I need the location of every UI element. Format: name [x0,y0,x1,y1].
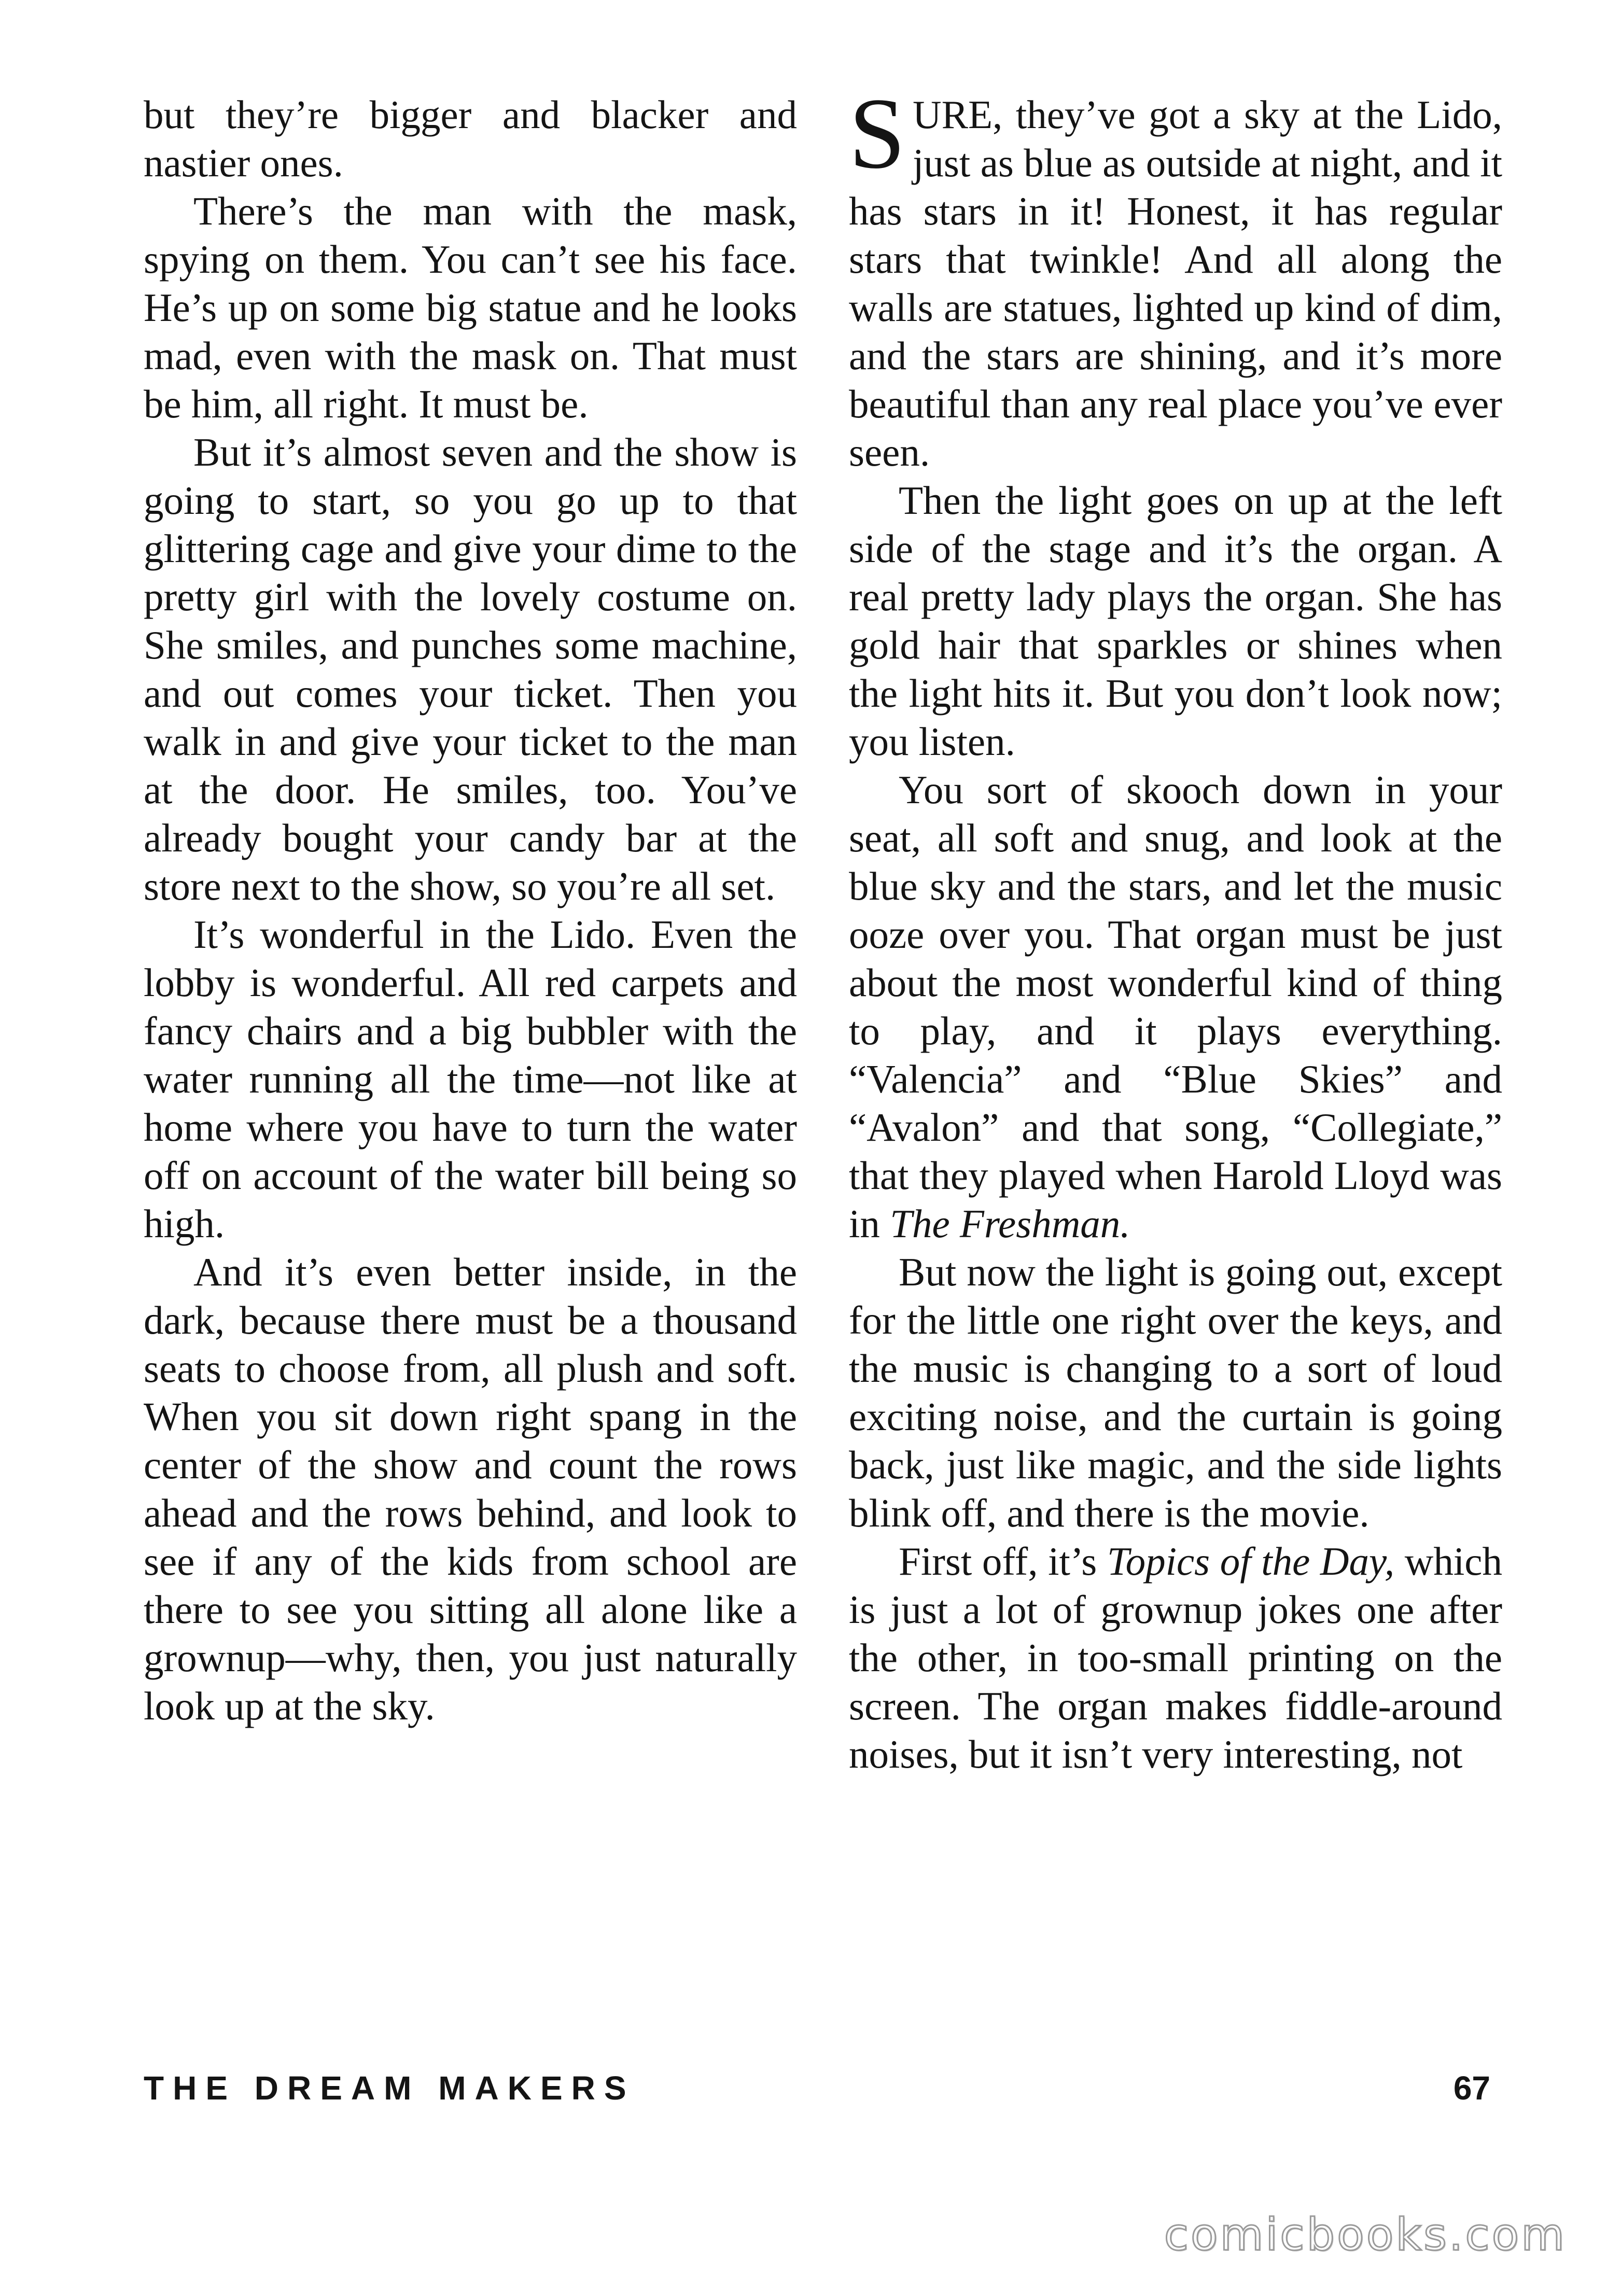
paragraph-text: which is just a lot of grownup jokes one after the other, in too-small printing on the screen. The organ makes fiddle-around noises, but it isn’t very interesting, not [849,1539,1502,1776]
page-number: 67 [1453,2069,1490,2107]
paragraph: but they’re bigger and blacker and nastier ones. [144,92,797,185]
drop-cap: S [849,77,906,190]
italic-title: Topics of the Day, [1107,1539,1395,1584]
paragraph: It’s wonderful in the Lido. Even the lobby is wonderful. All red carpets and fancy chairs and a big bubbler with the water running all the time—not like at home where you have to turn the water off on account of the water bill being so high. [144,912,797,1246]
watermark: comicbooks.com [1164,2209,1567,2261]
paragraph-text: First off, it’s [899,1539,1107,1584]
italic-title: The Freshman. [890,1201,1130,1246]
paragraph: You sort of skooch down in your seat, all soft and snug, and look at the blue sky and the stars, and let the music ooze over you. That organ must be just about the most wonderful kind of thing to play, and it plays everything. “Valencia” and “Blue Skies” and “Avalon” and that song, “Collegiate,” that they played when Harold Lloyd was in The Freshman. [849,767,1502,1246]
right-column [849,77,1502,1779]
paragraph: And it’s even better inside, in the dark, because there must be a thousand seats to choose from, all plush and soft. When you sit down right spang in the center of the show and count the rows ahead and the rows behind, and look to see if any of the kids from school are there to see you sitting all alone like a grownup—why, then, you just naturally look up at the sky. [144,1250,797,1728]
paragraph [849,1537,1502,1779]
paragraph-text: URE, they’ve got a sky at the Lido, just as blue as outside at night, and it has stars in it! Honest, it has regular stars that twinkle! And all along the walls are statues, lighted up kind of dim, and the stars are shining, and it’s more beautiful than any real place you’ve ever seen. [849,92,1502,474]
paragraph: There’s the man with the mask, spying on them. You can’t see his face. He’s up on some big statue and he looks mad, even with the mask on. That must be him, all right. It must be. [144,189,797,426]
left-column [144,91,797,1730]
running-footer-title: THE DREAM MAKERS [144,2069,635,2107]
paragraph: But now the light is going out, except for the little one right over the keys, and the music is changing to a sort of loud exciting noise, and the curtain is going back, just like magic, and the side lights blink off, and there is the movie. [849,1250,1502,1535]
opening-paragraph [849,77,1502,477]
paragraph: Then the light goes on up at the left side of the stage and it’s the organ. A real pretty lady plays the organ. She has gold hair that sparkles or shines when the light hits it. But you don’t look now; you listen. [849,478,1502,764]
paragraph: But it’s almost seven and the show is going to start, so you go up to that glittering cage and give your dime to the pretty girl with the lovely costume on. She smiles, and punches some machine, and out comes your ticket. Then you walk in and give your ticket to the man at the door. He smiles, too. You’ve already bought your candy bar at the store next to the show, so you’re all set. [144,430,797,908]
